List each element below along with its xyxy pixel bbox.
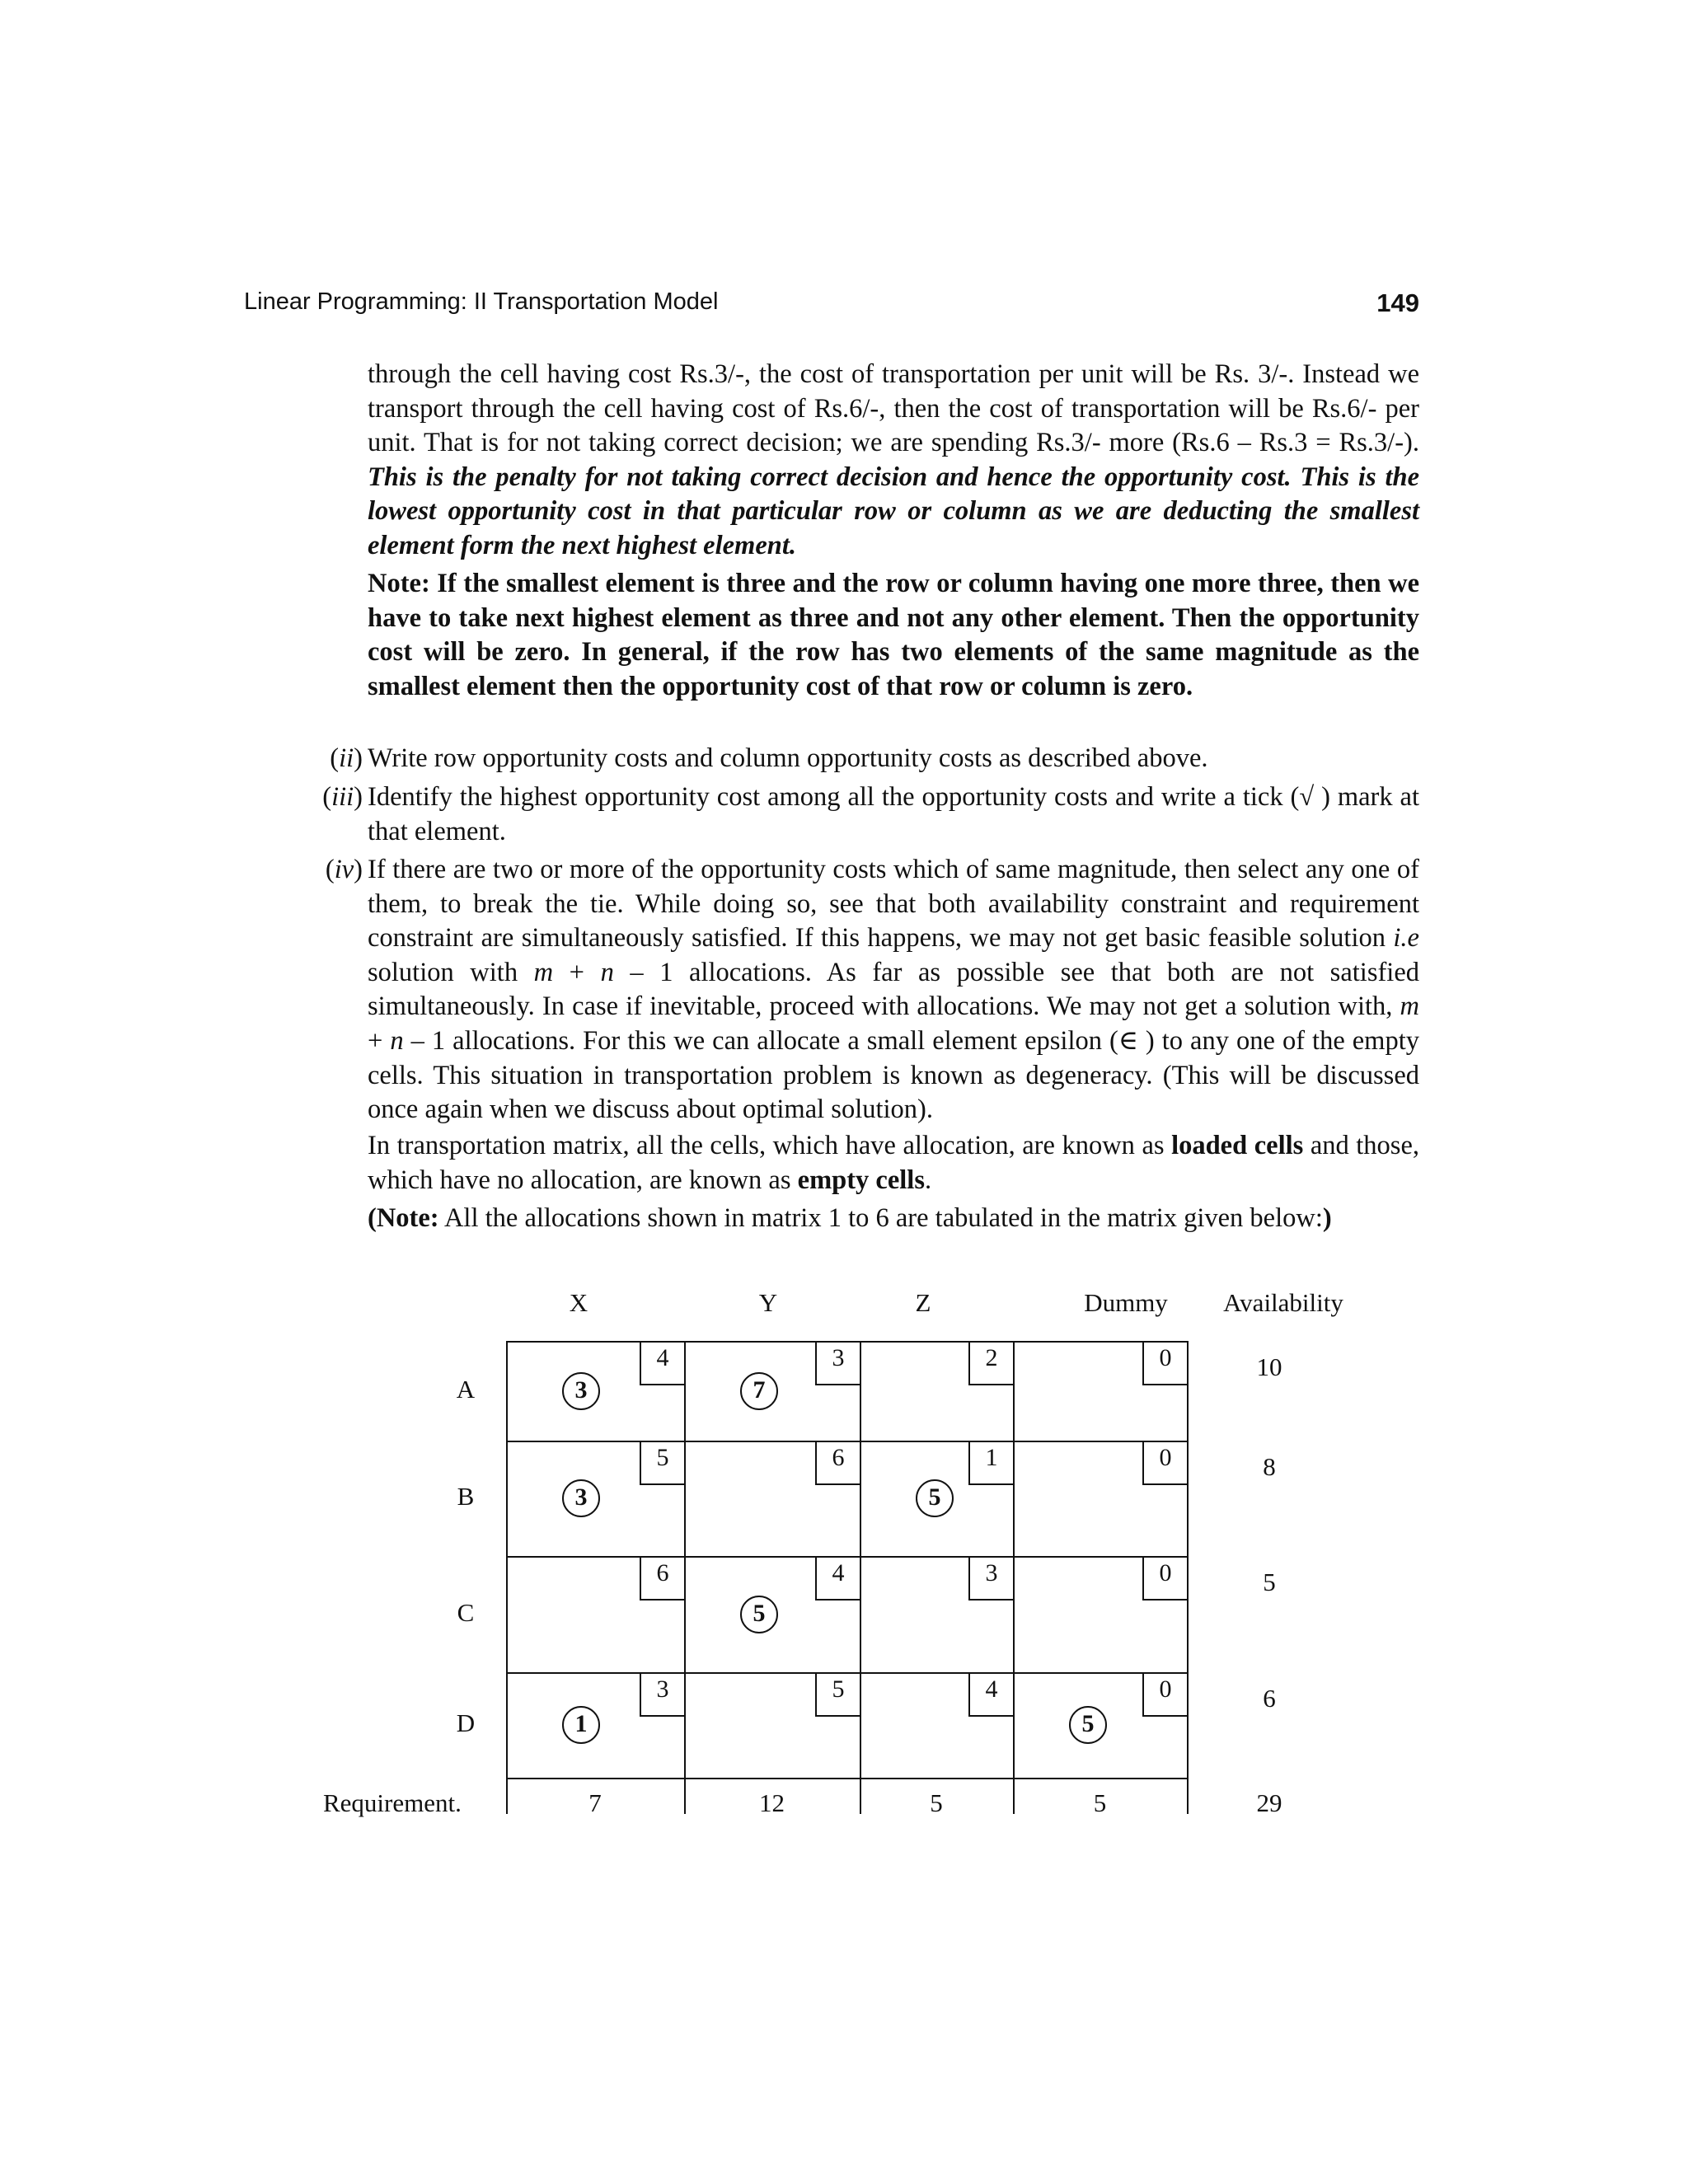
para1-text: through the cell having cost Rs.3/-, the cost of transportation per unit will be Rs. 3/-. Instead we transport through the cell having cost of Rs.6/-, then the cost of transportation will be Rs.6/- per unit. That is for not taking correct decision; we are spending Rs.3/- more (Rs.6 – Rs.3 = Rs.3/-). [368,359,1419,458]
running-title: Linear Programming: II Transportation Model [244,288,719,315]
row-header-a: A [456,1374,476,1404]
allocation-value: 3 [562,1372,600,1410]
list-item-text: If there are two or more of the opportunity costs which of same magnitude, then select any one of them, to break the tie. While doing so, see that both availability constraint and requirement constraint are simultaneously satisfied. If this happens, we may not get basic feasible solution i.e solution with m + n – 1 allocations. As far as possible see that both are not satisfied simultaneously. In case if inevitable, proceed with allocations. We may not get a solution with, m + n – 1 allocations. For this we can allocate a small element epsilon (∈ ) to any one of the empty cells. This situation in transportation problem is known as degeneracy. (This will be discussed once again when we discuss about optimal solution). [368,855,1419,1125]
cost-value: 4 [640,1341,684,1385]
availability-value: 8 [1263,1452,1276,1481]
requirement-value: 12 [759,1788,785,1817]
requirement-divider [860,1778,861,1814]
cost-value: 6 [640,1556,684,1601]
allocation-value: 5 [1069,1706,1107,1744]
cost-value: 3 [815,1341,860,1385]
cost-value: 4 [815,1556,860,1601]
cost-value: 1 [968,1441,1013,1485]
cost-value: 4 [968,1672,1013,1717]
allocation-value: 1 [562,1706,600,1744]
cost-value: 3 [640,1672,684,1717]
note-text: Note: If the smallest element is three and the row or column having one more three, then we have to take next highest element as three and not any other element. Then the opportunity cost will be zero. In general, if the row has two elements of the same magnitude as the smallest element then the opportunity cost of that row or column is zero. [368,569,1419,701]
allocation-value: 5 [916,1479,954,1517]
cost-value: 0 [1142,1672,1187,1717]
list-item-iv [285,853,1419,1127]
allocation-value: 5 [740,1596,778,1633]
row-header-c: C [457,1597,475,1627]
row-header-d: D [456,1708,476,1737]
requirement-divider [1013,1778,1015,1814]
availability-value: 10 [1256,1352,1282,1381]
note-block [368,567,1419,704]
cost-value: 0 [1142,1441,1187,1485]
cost-value: 5 [815,1672,860,1717]
list-label: (iii) [322,782,363,812]
list-label: (ii) [330,743,363,773]
cost-value: 0 [1142,1556,1187,1601]
column-header-dummy: Dummy [1084,1288,1168,1317]
allocation-value: 3 [562,1479,600,1517]
column-header-x: X [569,1288,588,1317]
allocation-value: 7 [740,1372,778,1410]
requirement-divider [1187,1778,1189,1814]
paragraph-loaded-cells: In transportation matrix, all the cells, which have allocation, are known as loaded cells and those, which have no allocation, are known as empty cells. [368,1131,1419,1195]
list-item-text: Identify the highest opportunity cost among all the opportunity costs and write a tick (√ ) mark at that element. [368,782,1419,846]
para1-emphasis: This is the penalty for not taking correct decision and hence the opportunity cost. This is the lowest opportunity cost in that particular row or column as we are deducting the smallest element form the next highest element. [368,462,1419,560]
cost-value: 5 [640,1441,684,1485]
paragraph-opportunity-cost [368,358,1419,564]
list-item-text: Write row opportunity costs and column opportunity costs as described above. [368,743,1208,773]
requirement-value: 5 [1093,1788,1107,1817]
availability-value: 6 [1263,1684,1276,1713]
total-value: 29 [1256,1788,1282,1817]
availability-value: 5 [1263,1568,1276,1596]
cost-value: 6 [815,1441,860,1485]
list-item-ii [285,742,1419,776]
cost-value: 3 [968,1556,1013,1601]
requirement-divider [684,1778,686,1814]
list-item-iii [285,780,1419,849]
row-header-b: B [457,1482,475,1511]
availability-header: Availability [1223,1288,1343,1317]
page-number: 149 [1376,288,1419,317]
requirement-value: 5 [930,1788,943,1817]
requirement-label: Requirement. [323,1788,462,1817]
requirement-divider [506,1778,508,1814]
page-header [244,288,1419,325]
note-matrix: (Note: All the allocations shown in matrix 1 to 6 are tabulated in the matrix given below:) [368,1203,1332,1233]
list-label: (iv) [325,855,363,884]
cost-value: 2 [968,1341,1013,1385]
column-header-z: Z [915,1288,931,1317]
column-header-y: Y [758,1288,778,1317]
requirement-value: 7 [588,1788,602,1817]
cost-value: 0 [1142,1341,1187,1385]
